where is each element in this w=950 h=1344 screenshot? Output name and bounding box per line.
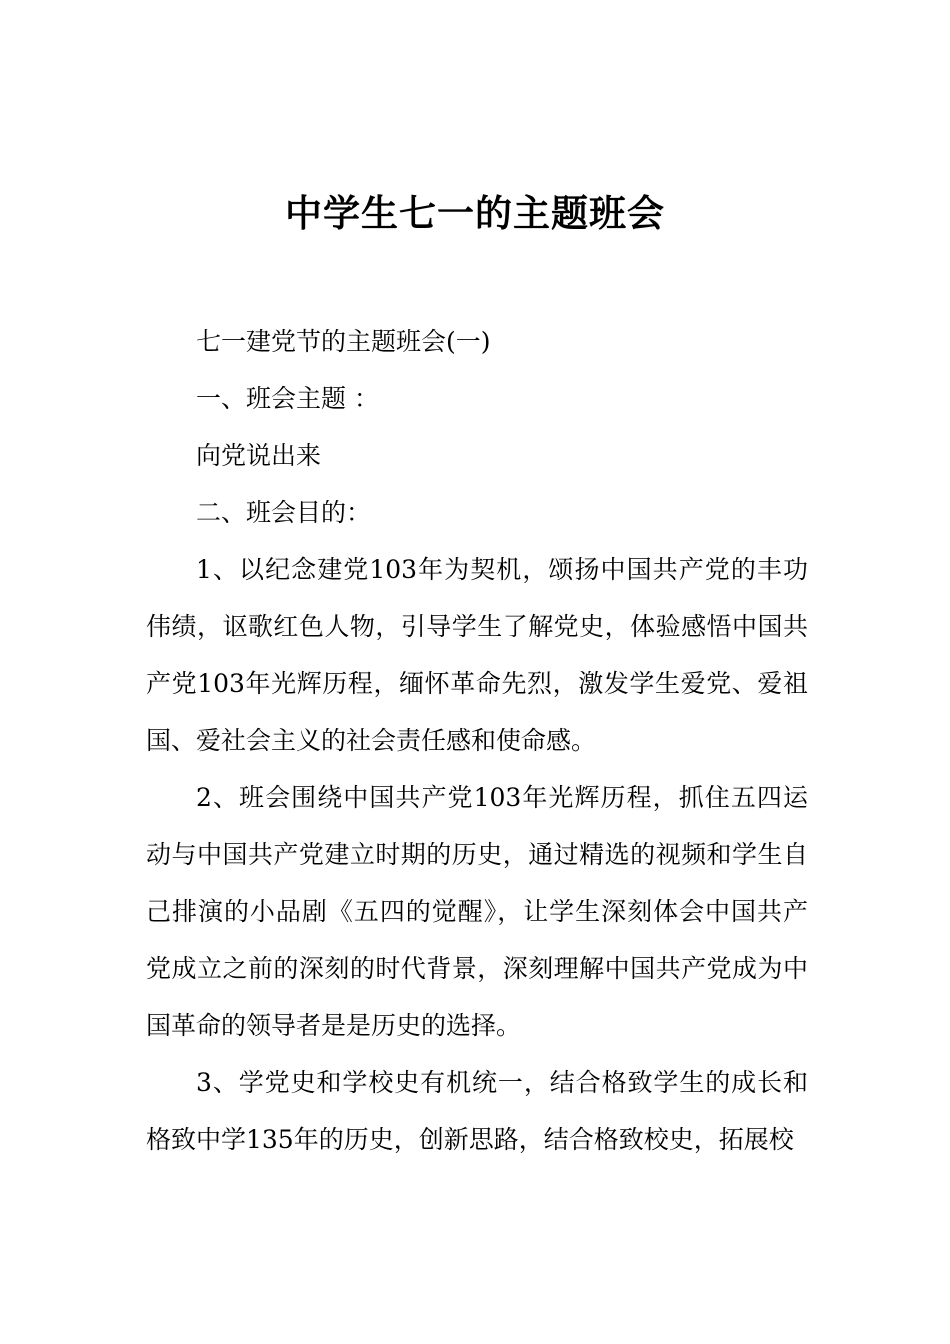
paragraph-goal-2: 2、班会围绕中国共产党103年光辉历程，抓住五四运动与中国共产党建立时期的历史，通过精选的视频和学生自己排演的小品剧《五四的觉醒》，让学生深刻体会中国共产党成立之前的深刻的时代背景，深刻理解中国共产党成为中国革命的领导者是是历史的选择。 — [146, 783, 808, 1040]
document-title: 中学生七一的主题班会 — [285, 192, 665, 235]
document-body — [146, 313, 808, 1168]
paragraph-theme: 向党说出来 — [196, 441, 322, 470]
paragraph-section-2-heading: 二、班会目的： — [196, 498, 372, 527]
paragraph-goal-3: 3、学党史和学校史有机统一，结合格致学生的成长和格致中学135年的历史，创新思路，结合格致校史，拓展校 — [146, 1068, 808, 1154]
paragraph-section-1-heading: 一、班会主题 ： — [196, 384, 379, 413]
paragraph-goal-1: 1、以纪念建党103年为契机，颂扬中国共产党的丰功伟绩，讴歌红色人物，引导学生了解党史，体验感悟中国共产党103年光辉历程，缅怀革命先烈，激发学生爱党、爱祖国、爱社会主义的社会责任感和使命感。 — [146, 555, 808, 755]
paragraph-subtitle: 七一建党节的主题班会(一) — [196, 327, 491, 356]
